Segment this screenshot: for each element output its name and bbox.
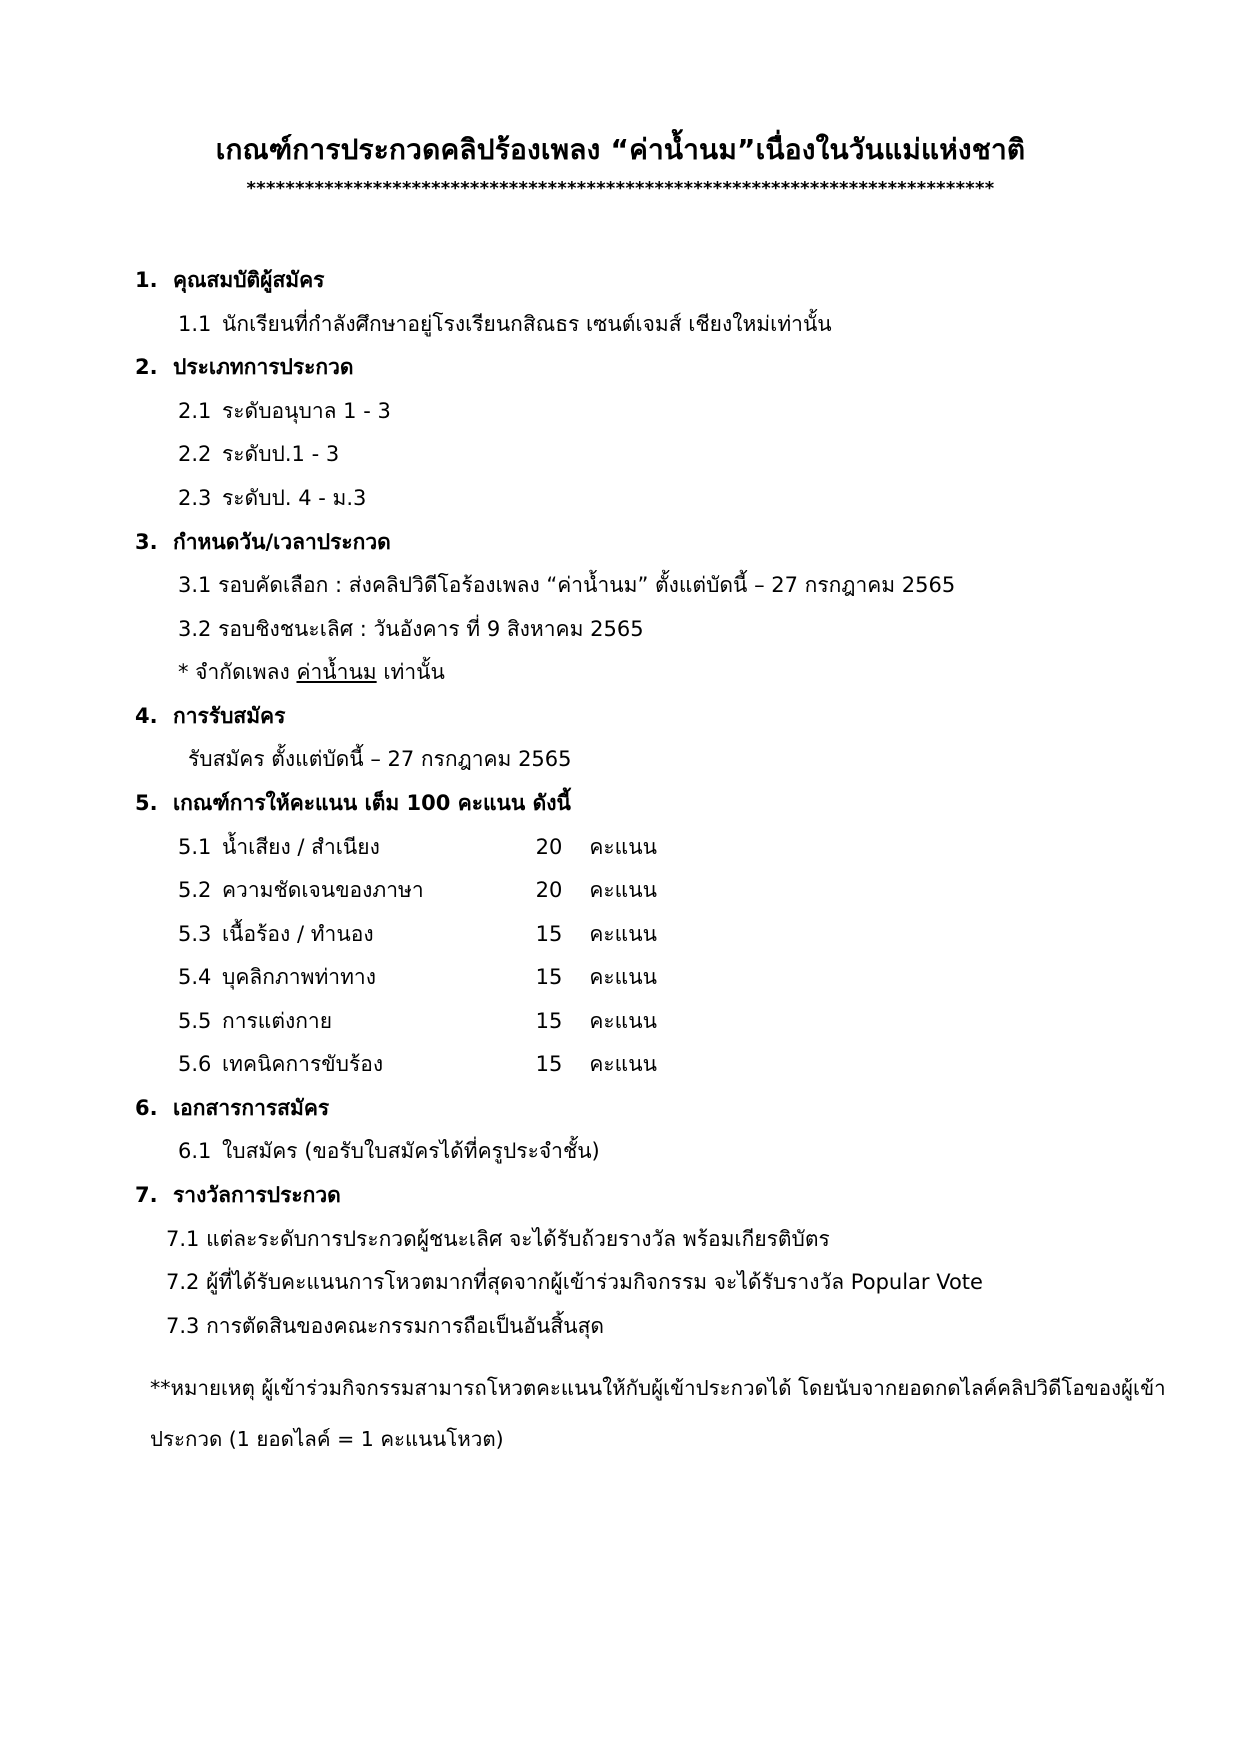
item-2-2: 2.2 ระดับป.1 - 3 [178,442,340,466]
score-row: 5.6 เทคนิคการขับร้อง 15 คะแนน [178,1052,657,1076]
item-6-1: 6.1 ใบสมัคร (ขอรับใบสมัครได้ที่ครูประจำชั้น) [178,1139,600,1163]
item-3-2: 3.2 รอบชิงชนะเลิศ : วันอังคาร ที่ 9 สิงหาคม 2565 [178,617,644,641]
item-7-2: 7.2 ผู้ที่ได้รับคะแนนการโหวตมากที่สุดจากผู้เข้าร่วมกิจกรรม จะได้รับรางวัล Popular Vote [166,1270,983,1294]
item-7-1: 7.1 แต่ละระดับการประกวดผู้ชนะเลิศ จะได้รับถ้วยรางวัล พร้อมเกียรติบัตร [166,1227,830,1251]
document-title: เกณฑ์การประกวดคลิปร้องเพลง “ค่าน้ำนม”เนื่องในวันแม่แห่งชาติ [215,133,1026,166]
item-3-1: 3.1 รอบคัดเลือก : ส่งคลิปวิดีโอร้องเพลง “ค่าน้ำนม” ตั้งแต่บัดนี้ – 27 กรกฎาคม 2565 [178,573,956,597]
remark-line-1: **หมายเหตุ ผู้เข้าร่วมกิจกรรมสามารถโหวตคะแนนให้กับผู้เข้าประกวดได้ โดยนับจากยอดกดไลค์คลิปวิดีโอของผู้เข้า [150,1376,1166,1400]
score-row: 5.4 บุคลิกภาพท่าทาง 15 คะแนน [178,965,657,989]
remark-line-2: ประกวด (1 ยอดไลค์ = 1 คะแนนโหวต) [150,1427,504,1451]
section-heading-4: 4. การรับสมัคร [135,704,286,728]
section-heading-2: 2. ประเภทการประกวด [135,355,354,379]
section-heading-7: 7. รางวัลการประกวด [135,1183,341,1207]
item-2-1: 2.1 ระดับอนุบาล 1 - 3 [178,399,391,423]
score-row: 5.5 การแต่งกาย 15 คะแนน [178,1009,657,1033]
song-limit-note: * จำกัดเพลง ค่าน้ำนม เท่านั้น [178,660,445,684]
asterisk-separator: ***************************************************************************** [246,178,995,199]
section-heading-6: 6. เอกสารการสมัคร [135,1096,330,1120]
section-heading-1: 1. คุณสมบัติผู้สมัคร [135,268,325,292]
section-heading-5: 5. เกณฑ์การให้คะแนน เต็ม 100 คะแนน ดังนี้ [135,791,571,815]
registration-period: รับสมัคร ตั้งแต่บัดนี้ – 27 กรกฎาคม 2565 [188,747,572,771]
item-1-1: 1.1 นักเรียนที่กำลังศึกษาอยู่โรงเรียนกสิณธร เซนต์เจมส์ เชียงใหม่เท่านั้น [178,312,832,336]
score-row: 5.1 น้ำเสียง / สำเนียง 20 คะแนน [178,835,657,859]
section-heading-3: 3. กำหนดวัน/เวลาประกวด [135,530,391,554]
song-name: ค่าน้ำนม [296,660,377,684]
score-row: 5.3 เนื้อร้อง / ทำนอง 15 คะแนน [178,922,657,946]
score-row: 5.2 ความชัดเจนของภาษา 20 คะแนน [178,878,657,902]
item-2-3: 2.3 ระดับป. 4 - ม.3 [178,486,367,510]
item-7-3: 7.3 การตัดสินของคณะกรรมการถือเป็นอันสิ้นสุด [166,1314,605,1338]
